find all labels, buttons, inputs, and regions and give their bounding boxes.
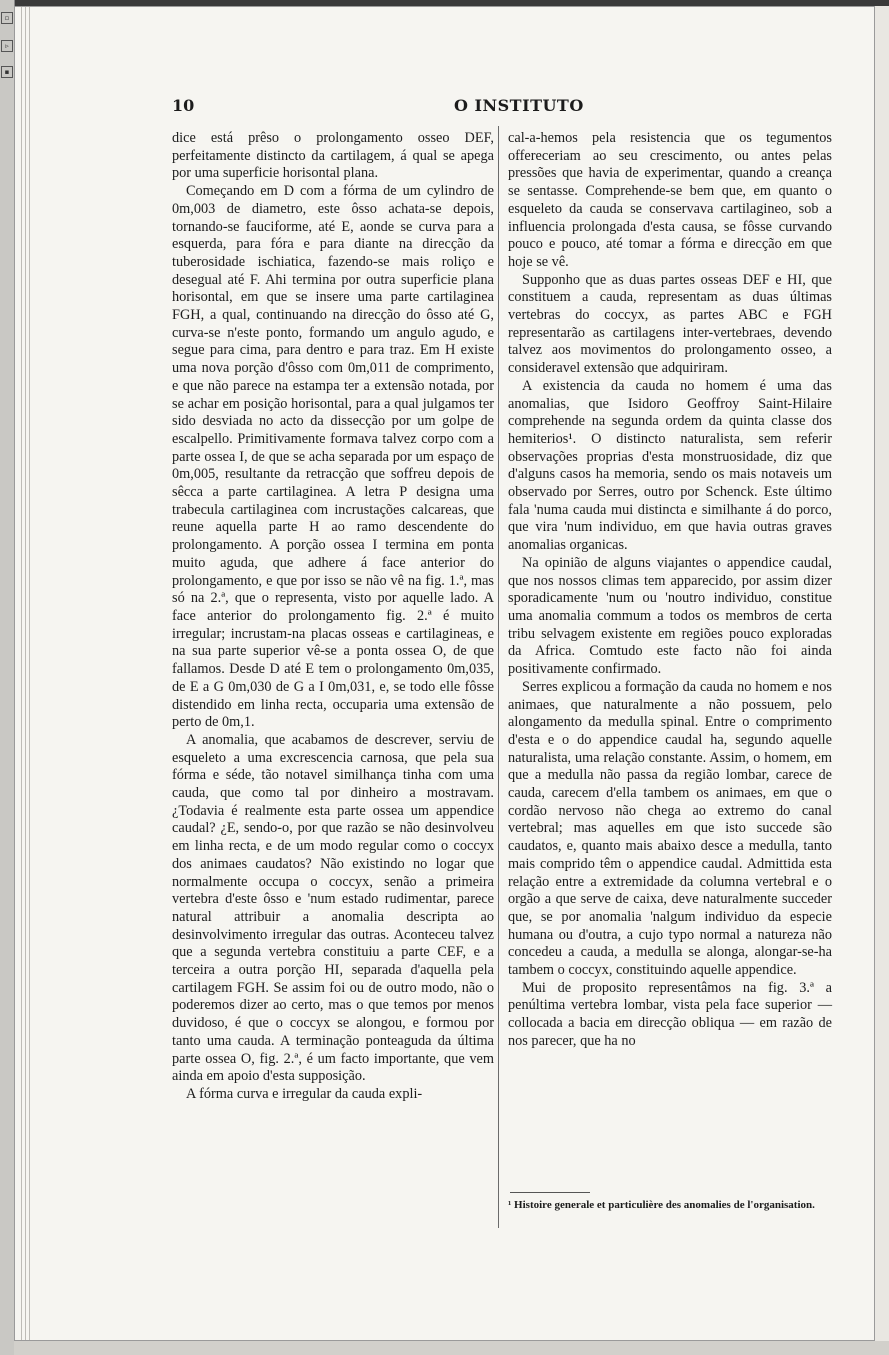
viewer-left-toolbar (0, 0, 15, 1355)
paragraph: dice está prêso o prolongamento osseo DEF, perfeitamente distincto da cartilagem, á qual se apega por uma superficie horisontal plana. (172, 130, 494, 182)
paragraph: cal-a-hemos pela resistencia que os tegumentos offereceriam ao seu crescimento, ou antes pelas pressões que havia de experimentar, quando a creança se sentasse. Comprehende-se bem que, em quanto o esqueleto da cauda se conservava cartilagineo, sob a influencia prolongada d'esta causa, se fôsse curvando pouco e pouco, até tomar a fórma e direcção em que hoje se vê. (508, 130, 832, 270)
panel-menu-icon[interactable]: ▪ (1, 66, 13, 78)
page-header (172, 96, 832, 116)
page-thumbnail-icon[interactable]: ▫ (1, 12, 13, 24)
paragraph: Mui de proposito representâmos na fig. 3.ª a penúltima vertebra lombar, vista pela face superior — collocada a bacia em direcção obliqua — em razão de nos parecer, que ha no (508, 979, 832, 1049)
footnote: ¹ Histoire generale et particulière des anomalies de l'organisation. (508, 1199, 815, 1211)
running-title: O INSTITUTO (454, 96, 584, 115)
column-divider (498, 126, 499, 1228)
paragraph: Na opinião de alguns viajantes o appendice caudal, que nos nossos climas tem apparecido, por assim dizer sporadicamente 'num ou 'noutro individuo, constitue uma anomalia commum a todos os membros de certa tribu selvagem existente em regiões pouco exploradas da Africa. Comtudo este facto não foi ainda positivamente confirmado. (508, 554, 832, 678)
paragraph: A existencia da cauda no homem é uma das anomalias, que Isidoro Geoffroy Saint-Hilaire comprehende na segunda ordem da quinta classe dos hemiterios¹. O distincto naturalista, sem referir observações proprias d'esta monstruosidade, diz que d'alguns casos ha memoria, sendo os mais notaveis um observado por Serres, outro por Schenck. Este último fala 'numa cauda mui distincta e similhante á do porco, que vira 'num individuo, em que havia outras graves anomalias organicas. (508, 377, 832, 554)
paragraph: A anomalia, que acabamos de descrever, serviu de esqueleto a uma excrescencia carnosa, que pela sua fórma e séde, tão notavel similhança tinha com uma cauda, que como tal por dinheiro a mostravam. ¿Todavia é realmente esta parte ossea um appendice caudal? ¿E, sendo-o, por que razão se não desinvolveu em linha recta, e de um modo regular como o coccyx dos animaes caudatos? Não existindo no logar que normalmente occupa o coccyx, senão a primeira vertebra d'este ôsso e 'num estado rudimentar, parece natural attribuir a anomalia descripta ao desinvolvimento irregular das outras. Aconteceu talvez que a segunda vertebra constituiu a parte CEF, e a terceira a outra porção HI, separada d'aquella pela cartilagem FGH. Se assim foi ou de outro modo, não o poderemos dizer ao certo, mas o que temos por menos duvidoso, é que o coccyx se alongou, e formou por tanto uma cauda. A terminação ponteaguda da última parte ossea O, fig. 2.ª, é um facto importante, que vem ainda em apoio d'esta supposição. (172, 731, 494, 1085)
paragraph: A fórma curva e irregular da cauda expli- (186, 1085, 423, 1102)
page-number: 10 (172, 96, 195, 115)
page-bottom-shadow (14, 1341, 889, 1355)
page-edge-line (21, 7, 22, 1340)
panel-toggle-icon[interactable]: ▹ (1, 40, 13, 52)
right-text-column (508, 130, 832, 1051)
footnote-rule (510, 1192, 590, 1193)
left-text-column (172, 130, 494, 1104)
page-edge-line (25, 7, 26, 1340)
paragraph: Começando em D com a fórma de um cylindro de 0m,003 de diametro, este ôsso achata-se depois, tornando-se fauciforme, até E, aonde se curva para a esquerda, para fóra e para diante na direcção da tuberosidade ischiatica, fazendo-se mais roliço e desegual até F. Ahi termina por outra superficie plana horisontal, em que se insere uma parte cartilaginea FGH, a qual, continuando na direcção do ôsso até G, curva-se n'este ponto, formando um angulo agudo, e segue para cima, para dentro e para traz. Em H existe uma nova porção d'ôsso com 0m,011 de comprimento, e que não parece na estampa ter a extensão notada, por se achar em posição horisontal, para a qual julgamos ter sido desviada no acto da dissecção por um golpe de escalpello. Primitivamente formava talvez corpo com a parte ossea I, de que se acha separada por um espaço de 0m,005, resultante da retracção que soffreu depois de sêcca a parte cartilaginea. A letra P designa uma trabecula cartilaginea com incrustações calcareas, que reune aquella parte H ao ramo descendente do prolongamento. A porção ossea I termina em ponta muito aguda, que adhere á face anterior do prolongamento, e que por isso se não vê na fig. 1.ª, mas só na 2.ª, que o representa, visto por aquelle lado. A face anterior do prolongamento fig. 2.ª é muito irregular; incrustam-na placas osseas e cartilagineas, e na sua parte superior vê-se a ponta ossea O, de que fallamos. Desde D até E tem o prolongamento 0m,035, de E a G 0m,030 de G a I 0m,031, e, se todo elle fôsse distendido em linha recta, occuparia uma extensão de perto de 0m,1. (172, 183, 494, 731)
paragraph: Supponho que as duas partes osseas DEF e HI, que constituem a cauda, representam as duas últimas vertebras do coccyx, as partes ABC e FGH representarão as cartilagens inter-vertebraes, devendo talvez aos movimentos do prolongamento osseo, a consideravel extensão que adquiriram. (508, 271, 832, 377)
page-edge-line (29, 7, 30, 1340)
paragraph: Serres explicou a formação da cauda no homem e nos animaes, que naturalmente a não possuem, pelo alongamento da medulla spinal. Entre o comprimento d'esta e o do appendice caudal ha, segundo aquelle naturalista, uma relação constante. Assim, o homem, em que a medulla não passa da região lombar, carece de cauda, carecem d'ella tambem os animaes, em que o cordão nervoso não chega ao extremo do canal vertebral; mas aquelles em que isto succede são caudatos, e, quanto mais abaixo desce a medulla, tanto mais comprido têm o appendice caudal. Admittida esta relação entre a extremidade da columna vertebral e o orgão a que serve de caixa, deve naturalmente succeder que, se por anomalia 'nalgum individuo da especie humana ou d'outra, a cujo typo normal a natureza não concedeu a cauda, a medulla se alonga, alongar-se-ha tambem o coccyx, constituindo aquelle appendice. (508, 678, 832, 979)
